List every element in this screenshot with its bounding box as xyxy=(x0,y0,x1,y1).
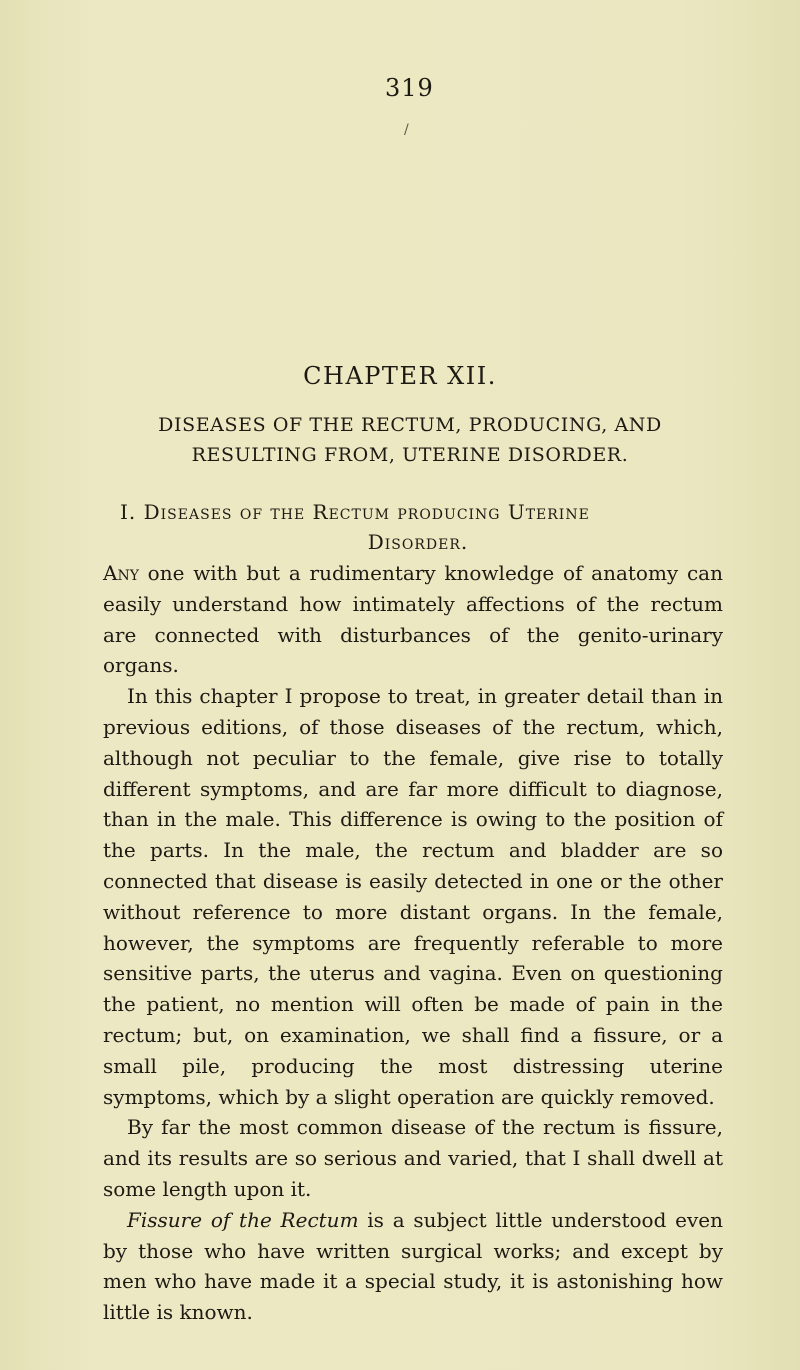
paragraph-lead-word: Any xyxy=(103,561,139,585)
paragraph-2: In this chapter I propose to treat, in greater detail than in previous editions, of those diseases of the rectum, which, although not peculiar to the female, give rise to totally different symptoms, and are far more difficult to diagnose, than in the male. This difference is owing to the position of the parts. In the male, the rectum and bladder are so connected that disease is easily detected in one or the other without reference to more distant organs. In the female, however, the symptoms are frequently referable to more sensitive parts, the uterus and vagina. Even on questioning the patient, no mention will often be made of pain in the rectum; but, on examination, we shall find a fissure, or a small pile, producing the most distressing uterine symptoms, which by a slight operation are quickly removed. xyxy=(103,684,723,1109)
chapter-subtitle: DISEASES OF THE RECTUM, PRODUCING, AND RESULTING FROM, UTERINE DISORDER. xyxy=(158,414,662,466)
section-heading xyxy=(120,497,710,557)
body-text xyxy=(103,558,723,1328)
page-number: 319 xyxy=(385,74,434,102)
paragraph-lead-phrase: Fissure of the Rectum xyxy=(127,1207,359,1232)
paragraph-1 xyxy=(103,558,723,681)
paragraph-text: is a subject little understood even by those who have written surgical works; and except by men who have made it a special study, it is astonishing how little is known. xyxy=(103,1207,723,1325)
section-heading-line-1: I. Diseases of the Rectum producing Uterine xyxy=(120,500,590,524)
paragraph-4 xyxy=(103,1205,723,1328)
chapter-title: CHAPTER XII. xyxy=(303,362,497,390)
paragraph-text: one with but a rudimentary knowledge of anatomy can easily understand how intimately affections of the rectum are connected with disturbances of the genito-urinary organs. xyxy=(103,561,723,678)
section-heading-line-2: Disorder. xyxy=(367,530,469,554)
paragraph-3: By far the most common disease of the rectum is fissure, and its results are so serious and varied, that I shall dwell at some length upon it. xyxy=(103,1115,723,1201)
pencil-mark: / xyxy=(404,122,409,138)
